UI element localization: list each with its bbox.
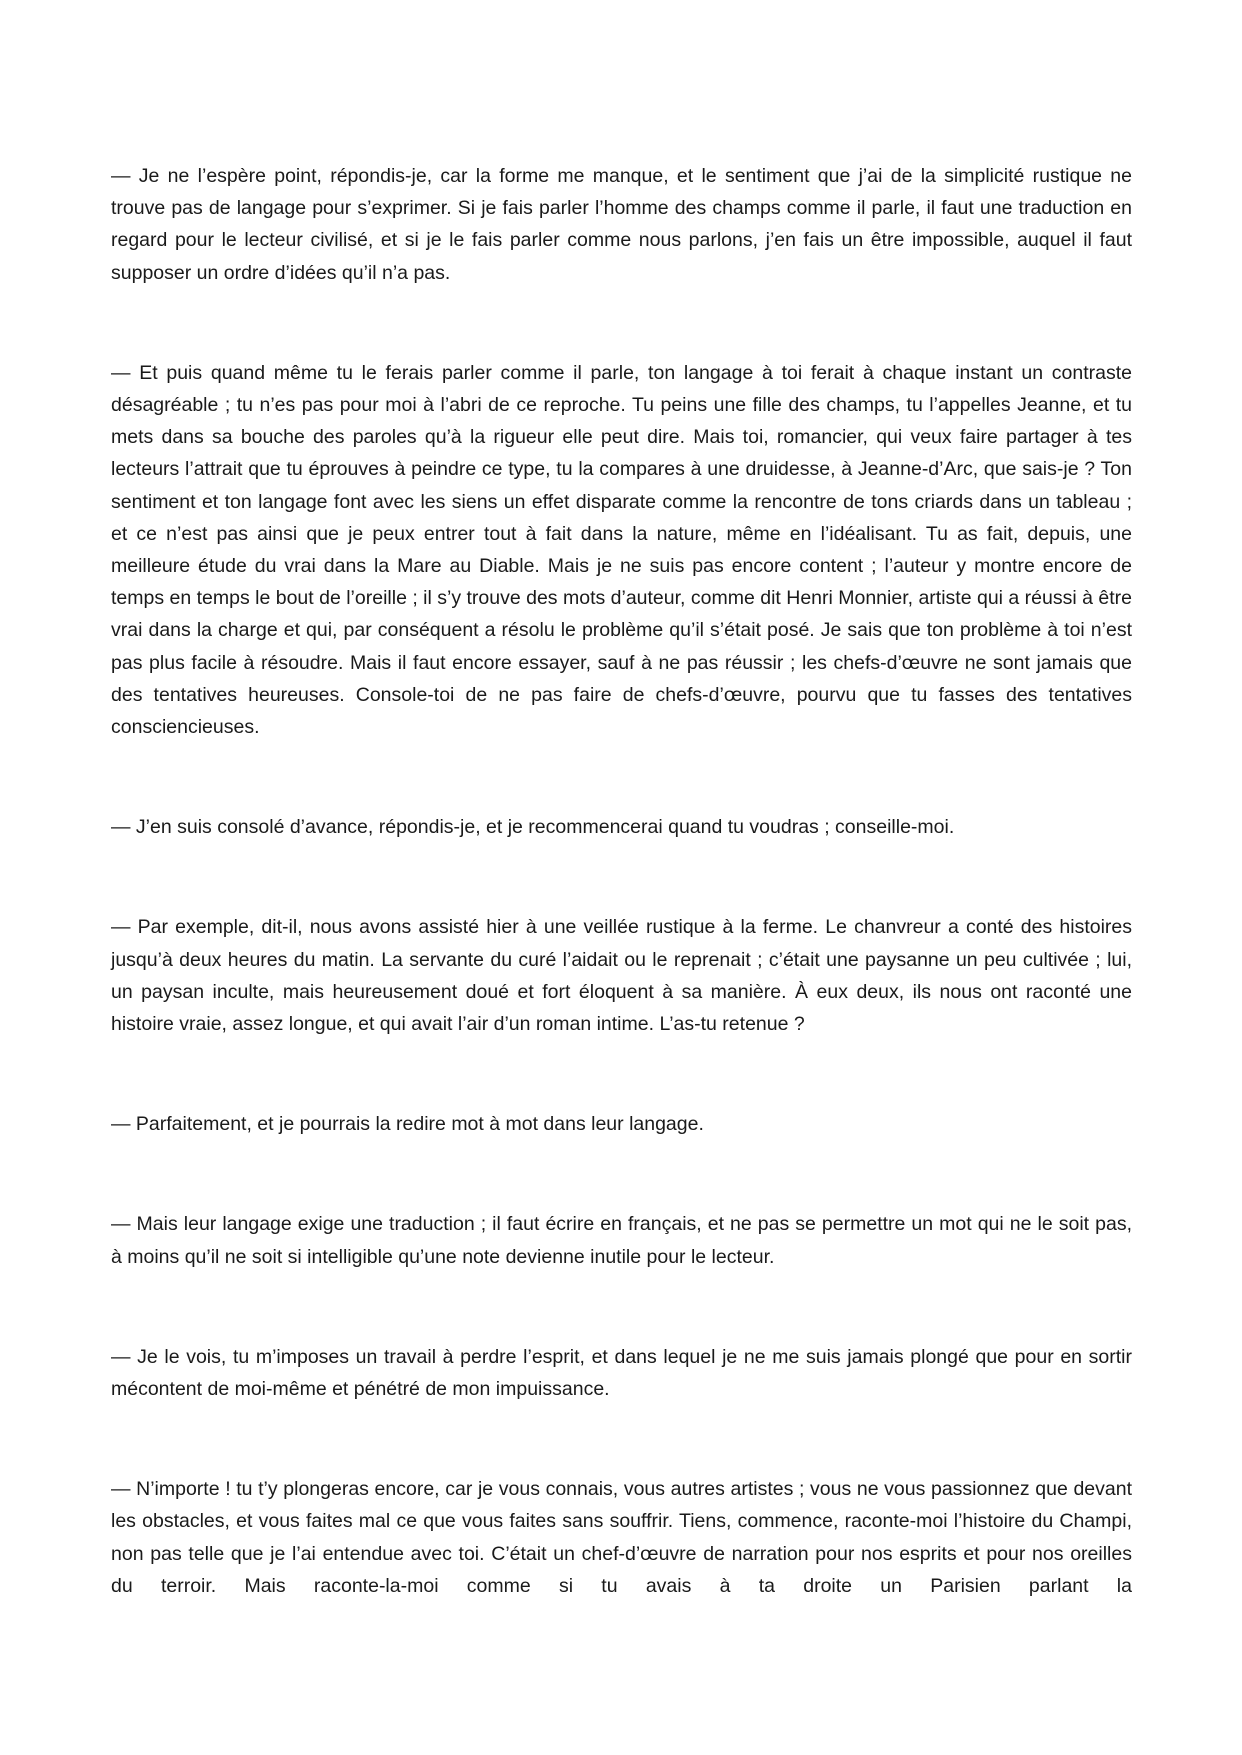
paragraph-8: — N’importe ! tu t’y plongeras encore, car je vous connais, vous autres artistes ; vous ne vous passionnez que devant les obstacles, et vous faites mal ce que vous faites sans souffrir. Tiens, commence, raconte-moi l’histoire du Champi, non pas telle que je l’ai entendue avec toi. C’était un chef-d’œuvre de narration pour nos esprits et pour nos oreilles du terroir. Mais raconte-la-moi comme si tu avais à ta droite un Parisien parlant la [111,1478,1132,1597]
paragraph-7: — Je le vois, tu m’imposes un travail à perdre l’esprit, et dans lequel je ne me suis jamais plongé que pour en sortir mécontent de moi-même et pénétré de mon impuissance. [111,1345,1132,1401]
document-page [111,160,1132,1602]
paragraph-3: — J’en suis consolé d’avance, répondis-je, et je recommencerai quand tu voudras ; conseille-moi. [111,816,955,839]
paragraph-4: — Par exemple, dit-il, nous avons assisté hier à une veillée rustique à la ferme. Le chanvreur a conté des histoires jusqu’à deux heures du matin. La servante du curé l’aidait ou le reprenait ; c’était une paysanne un peu cultivée ; lui, un paysan inculte, mais heureusement doué et fort éloquent à sa manière. À eux deux, ils nous ont raconté une histoire vraie, assez longue, et qui avait l’air d’un roman intime. L’as-tu retenue ? [111,916,1132,1036]
paragraph-5: — Parfaitement, et je pourrais la redire mot à mot dans leur langage. [111,1113,704,1136]
paragraph-1: — Je ne l’espère point, répondis-je, car la forme me manque, et le sentiment que j’ai de la simplicité rustique ne trouve pas de langage pour s’exprimer. Si je fais parler l’homme des champs comme il parle, il faut une traduction en regard pour le lecteur civilisé, et si je le fais parler comme nous parlons, j’en fais un être impossible, auquel il faut supposer un ordre d’idées qu’il n’a pas. [111,165,1132,284]
paragraph-6: — Mais leur langage exige une traduction ; il faut écrire en français, et ne pas se permettre un mot qui ne le soit pas, à moins qu’il ne soit si intelligible qu’une note devienne inutile pour le lecteur. [111,1213,1132,1268]
paragraph-2: — Et puis quand même tu le ferais parler comme il parle, ton langage à toi ferait à chaque instant un contraste désagréable ; tu n’es pas pour moi à l’abri de ce reproche. Tu peins une fille des champs, tu l’appelles Jeanne, et tu mets dans sa bouche des paroles qu’à la rigueur elle peut dire. Mais toi, romancier, qui veux faire partager à tes lecteurs l’attrait que tu éprouves à peindre ce type, tu la compares à une druidesse, à Jeanne-d’Arc, que sais-je ? Ton sentiment et ton langage font avec les siens un effet disparate comme la rencontre de tons criards dans un tableau ; et ce n’est pas ainsi que je peux entrer tout à fait dans la nature, même en l’idéalisant. Tu as fait, depuis, une meilleure étude du vrai dans la Mare au Diable. Mais je ne suis pas encore content ; l’auteur y montre encore de temps en temps le bout de l’oreille ; il s’y trouve des mots d’auteur, comme dit Henri Monnier, artiste qui a réussi à être vrai dans la charge et qui, par conséquent a résolu le problème qu’il s’était posé. Je sais que ton problème à toi n’est pas plus facile à résoudre. Mais il faut encore essayer, sauf à ne pas réussir ; les chefs-d’œuvre ne sont jamais que des tentatives heureuses. Console-toi de ne pas faire de chefs-d’œuvre, pourvu que tu fasses des tentatives consciencieuses. [111,361,1132,739]
